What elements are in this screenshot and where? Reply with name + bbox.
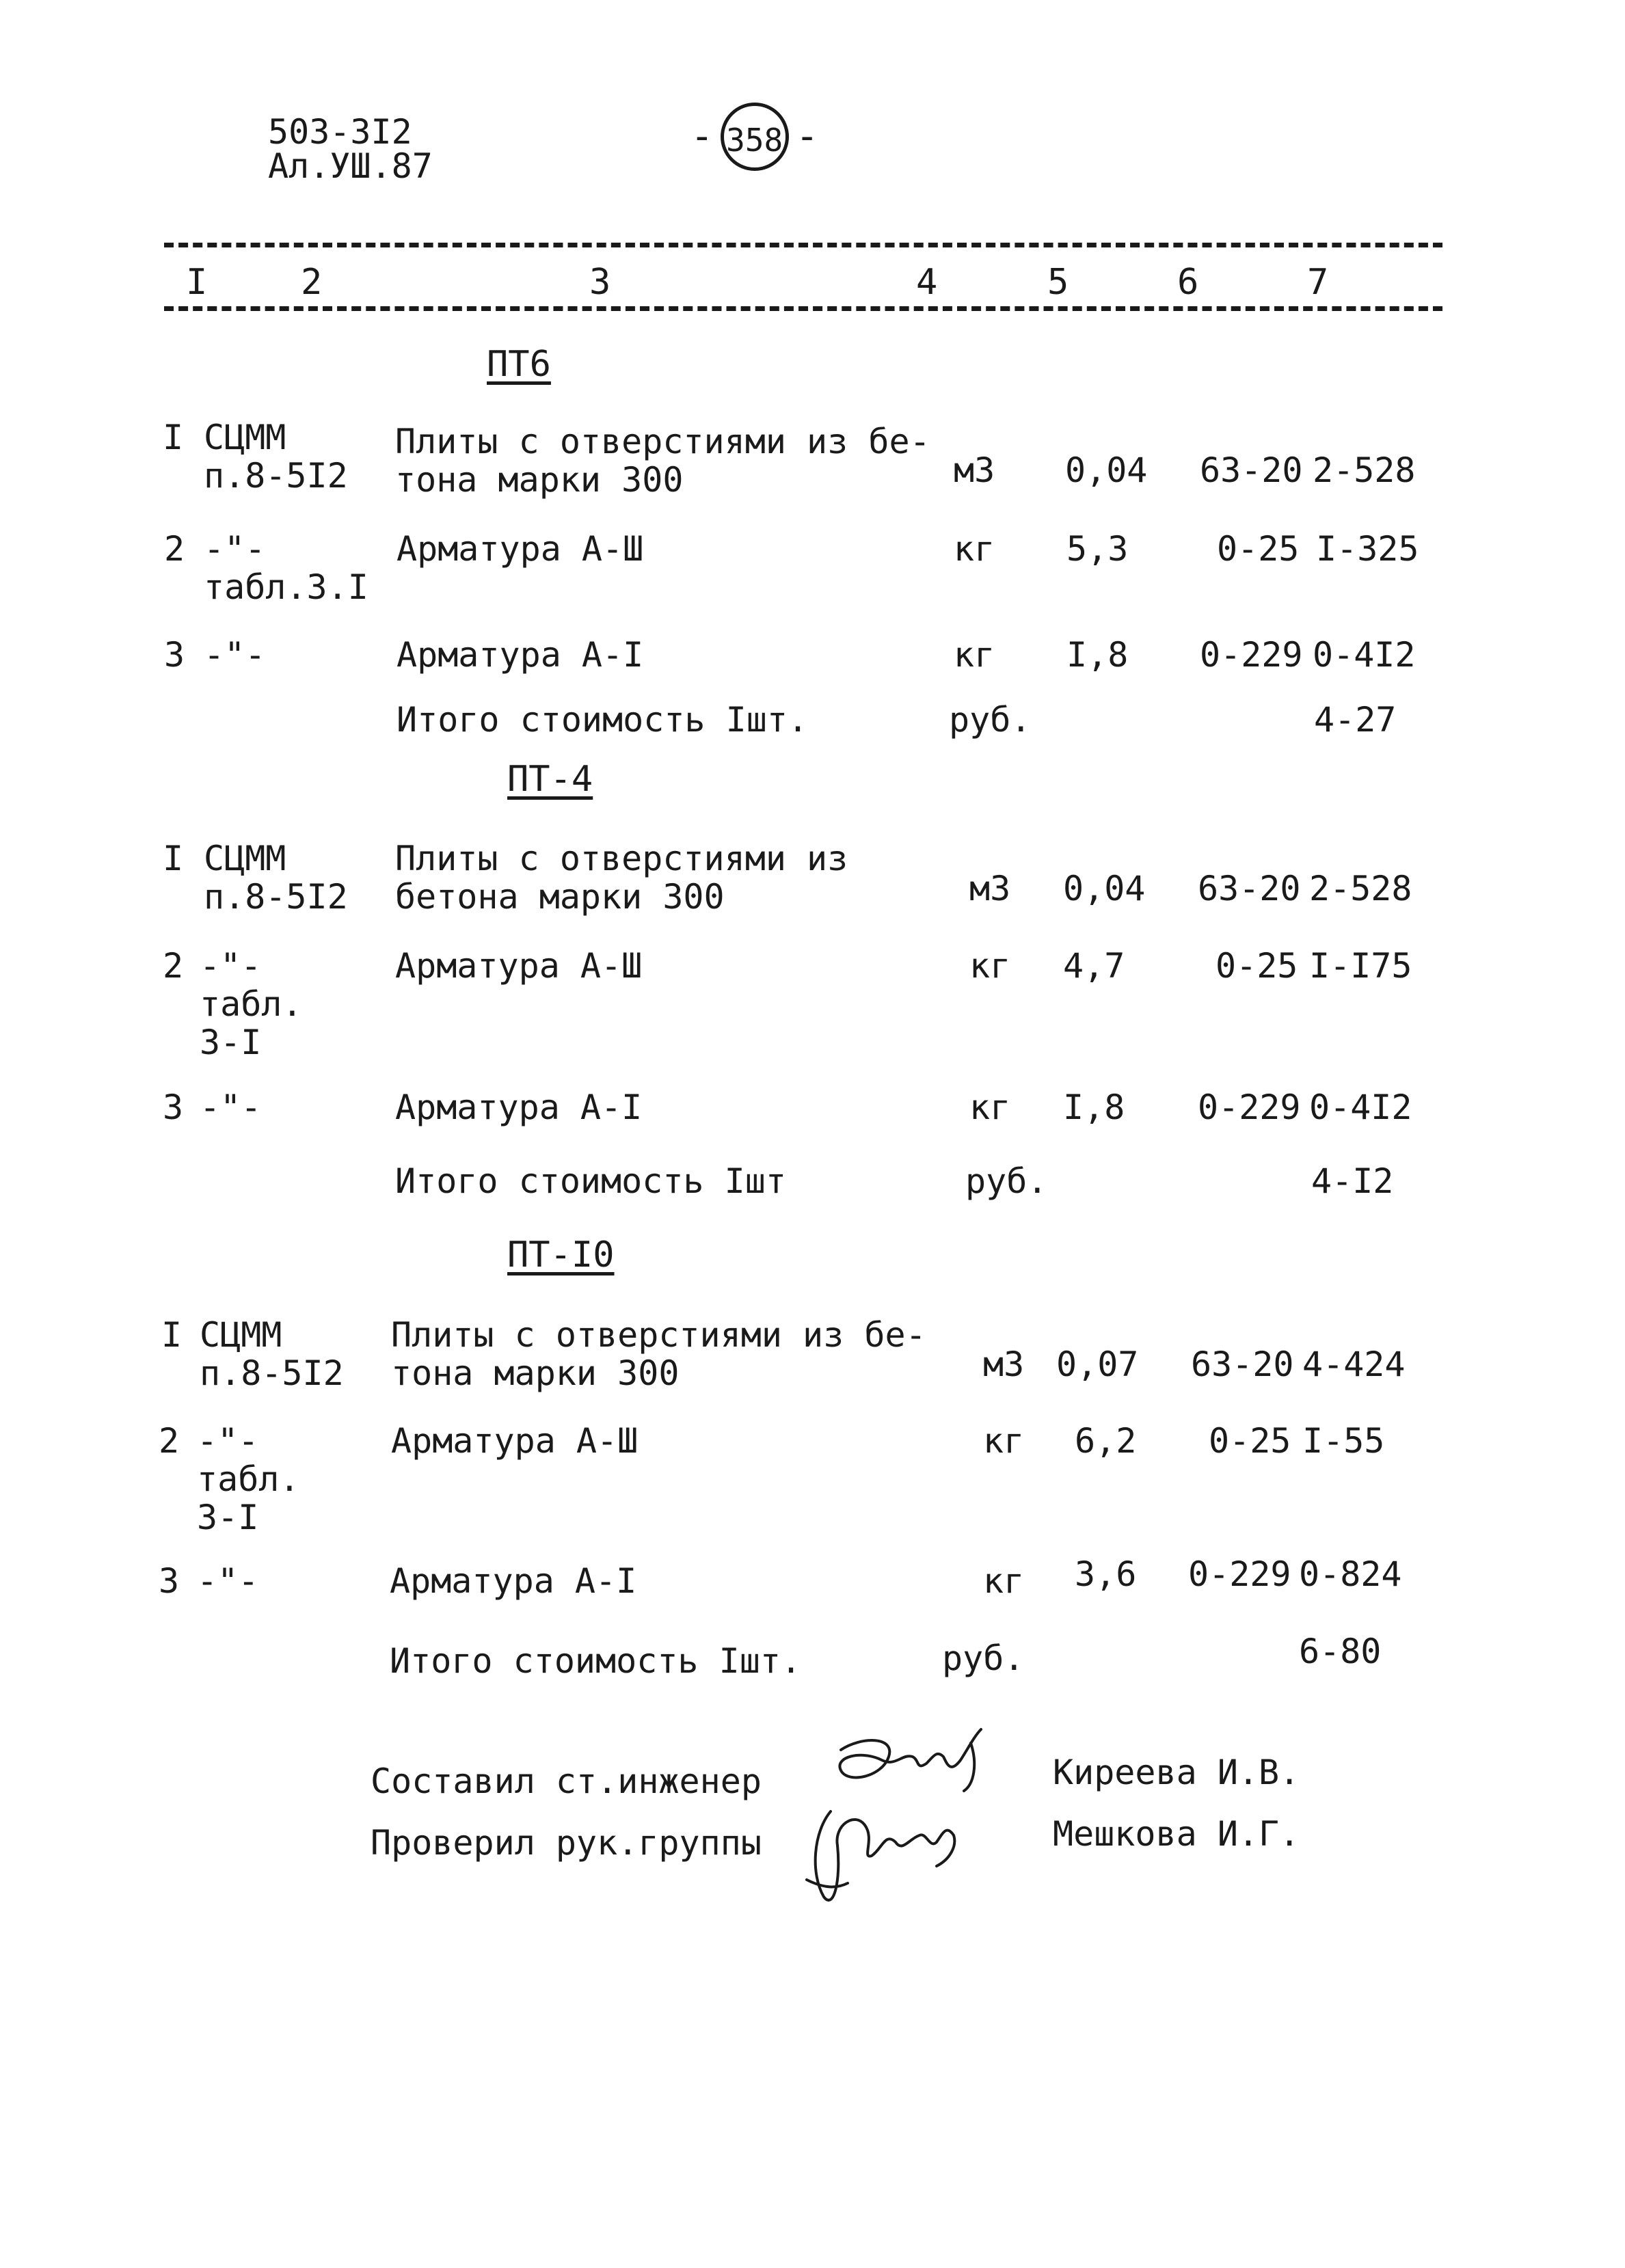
row-unit: кг — [969, 946, 1011, 986]
page-number — [690, 103, 818, 171]
checked-by-name: Мешкова И.Г. — [1053, 1814, 1300, 1854]
row-price: 63-20 — [1200, 450, 1303, 490]
row-price: 0-229 — [1200, 635, 1303, 675]
dash-left: - — [690, 114, 714, 159]
reference-line: табл.3.I — [204, 567, 368, 607]
row-unit: кг — [983, 1561, 1025, 1601]
row-quantity: 0,07 — [1056, 1345, 1139, 1384]
description-line: бетона марки 300 — [395, 877, 725, 917]
document-album: Ал.УШ.87 — [268, 146, 433, 186]
reference-line: -"- — [197, 1561, 259, 1601]
row-unit: кг — [983, 1421, 1025, 1461]
row-price: 0-25 — [1217, 529, 1300, 569]
row-description — [395, 1088, 642, 1126]
reference-line: п.8-5I2 — [204, 877, 348, 917]
row-reference — [197, 1422, 300, 1537]
description-line: тона марки 300 — [395, 460, 684, 500]
header-bottom-rule — [164, 306, 1442, 311]
reference-line: -"- — [200, 946, 262, 986]
row-quantity: I,8 — [1066, 635, 1129, 675]
row-number: 2 — [163, 946, 184, 986]
summary-label: Итого стоимость Iшт. — [390, 1641, 802, 1681]
row-number: I — [163, 839, 184, 878]
document-series: 503-3I2 — [268, 112, 412, 152]
reference-line: 3-I — [197, 1498, 259, 1537]
summary-unit: руб. — [965, 1161, 1048, 1201]
row-number: 2 — [159, 1421, 180, 1461]
reference-line: -"- — [197, 1421, 259, 1461]
description-line: тона марки 300 — [391, 1353, 680, 1393]
row-unit: кг — [954, 635, 995, 675]
dash-right: - — [795, 114, 819, 159]
page-number-circle: 358 — [721, 103, 789, 171]
reference-line: табл. — [200, 984, 303, 1024]
row-number: I — [163, 418, 184, 457]
reference-line: -"- — [204, 529, 266, 569]
row-total: 0-4I2 — [1309, 1088, 1412, 1127]
signature-stroke — [807, 1880, 848, 1887]
row-description — [397, 530, 643, 568]
row-total: 2-528 — [1309, 869, 1412, 908]
compiled-by-role: Составил ст.инженер — [371, 1761, 762, 1801]
column-number: 3 — [589, 262, 611, 303]
row-price: 63-20 — [1191, 1345, 1294, 1384]
row-reference — [200, 1316, 344, 1392]
compiled-by-name: Киреева И.В. — [1053, 1753, 1300, 1792]
checked-by-role: Проверил рук.группы — [371, 1823, 762, 1863]
column-number: 5 — [1047, 262, 1069, 303]
description-line: Плиты с отверстиями из бе- — [391, 1315, 926, 1355]
row-quantity: 4,7 — [1063, 946, 1125, 986]
reference-line: табл. — [197, 1459, 300, 1499]
section-title: ПТ-4 — [507, 759, 593, 800]
row-description — [395, 947, 642, 985]
summary-total: 4-27 — [1314, 700, 1397, 740]
row-reference — [204, 530, 368, 606]
row-total: 0-4I2 — [1313, 635, 1416, 675]
summary-unit: руб. — [949, 700, 1032, 740]
row-description — [395, 422, 930, 499]
column-number: 6 — [1177, 262, 1199, 303]
row-price: 63-20 — [1198, 869, 1301, 908]
summary-total: 6-80 — [1299, 1632, 1382, 1671]
row-reference — [200, 947, 303, 1062]
row-total: I-I75 — [1309, 946, 1412, 986]
row-price: 0-25 — [1209, 1421, 1291, 1461]
column-number: 7 — [1307, 262, 1329, 303]
row-unit: м3 — [983, 1345, 1025, 1384]
row-description — [391, 1422, 638, 1460]
description-line: Плиты с отверстиями из — [395, 839, 848, 878]
reference-line: 3-I — [200, 1023, 262, 1062]
reference-line: п.8-5I2 — [200, 1353, 344, 1393]
reference-line: -"- — [204, 635, 266, 675]
row-number: 3 — [163, 1088, 184, 1127]
row-unit: м3 — [954, 450, 995, 490]
summary-total: 4-I2 — [1311, 1161, 1394, 1201]
row-quantity: 5,3 — [1066, 529, 1129, 569]
summary-label: Итого стоимость Iшт — [395, 1161, 786, 1201]
column-number: 4 — [916, 262, 938, 303]
signature-scribble — [800, 1723, 1025, 1914]
document-code — [268, 112, 433, 186]
row-quantity: 3,6 — [1075, 1554, 1137, 1594]
row-quantity: 0,04 — [1065, 450, 1148, 490]
row-number: 3 — [164, 635, 185, 675]
description-line: Арматура А-I — [395, 1088, 643, 1127]
section-title: ПТ6 — [487, 344, 551, 385]
row-number: I — [161, 1315, 183, 1355]
reference-line: СЦММ — [204, 418, 286, 457]
reference-line: СЦММ — [204, 839, 286, 878]
row-quantity: I,8 — [1063, 1088, 1125, 1127]
description-line: Арматура А-I — [390, 1561, 637, 1601]
row-total: 0-824 — [1299, 1554, 1402, 1594]
signature-stroke — [840, 1729, 981, 1777]
header-top-rule — [164, 243, 1442, 247]
row-total: I-325 — [1316, 529, 1419, 569]
row-quantity: 0,04 — [1063, 869, 1146, 908]
row-reference — [200, 1088, 261, 1126]
row-description — [397, 636, 643, 674]
row-reference — [204, 839, 348, 916]
column-number: 2 — [301, 262, 323, 303]
row-description — [390, 1562, 636, 1600]
row-reference — [197, 1562, 258, 1600]
row-quantity: 6,2 — [1075, 1421, 1137, 1461]
row-description — [391, 1316, 926, 1392]
row-total: I-55 — [1302, 1421, 1385, 1461]
row-total: 2-528 — [1313, 450, 1416, 490]
reference-line: -"- — [200, 1088, 262, 1127]
row-unit: кг — [954, 529, 995, 569]
row-description — [395, 839, 848, 916]
description-line: Арматура А-Ш — [395, 946, 643, 986]
row-reference — [204, 636, 265, 674]
description-line: Арматура А-I — [397, 635, 644, 675]
summary-label: Итого стоимость Iшт. — [397, 700, 809, 740]
section-title: ПТ-I0 — [507, 1234, 615, 1275]
row-number: 3 — [159, 1561, 180, 1601]
reference-line: СЦММ — [200, 1315, 282, 1355]
description-line: Плиты с отверстиями из бе- — [395, 422, 930, 461]
row-number: 2 — [164, 529, 185, 569]
row-reference — [204, 418, 348, 495]
row-total: 4-424 — [1302, 1345, 1406, 1384]
description-line: Арматура А-Ш — [391, 1421, 639, 1461]
row-price: 0-229 — [1188, 1554, 1291, 1594]
row-unit: кг — [969, 1088, 1011, 1127]
reference-line: п.8-5I2 — [204, 456, 348, 496]
row-price: 0-25 — [1216, 946, 1298, 986]
column-number: I — [186, 262, 208, 303]
row-unit: м3 — [969, 869, 1011, 908]
summary-unit: руб. — [942, 1638, 1025, 1678]
description-line: Арматура А-Ш — [397, 529, 644, 569]
row-price: 0-229 — [1198, 1088, 1301, 1127]
